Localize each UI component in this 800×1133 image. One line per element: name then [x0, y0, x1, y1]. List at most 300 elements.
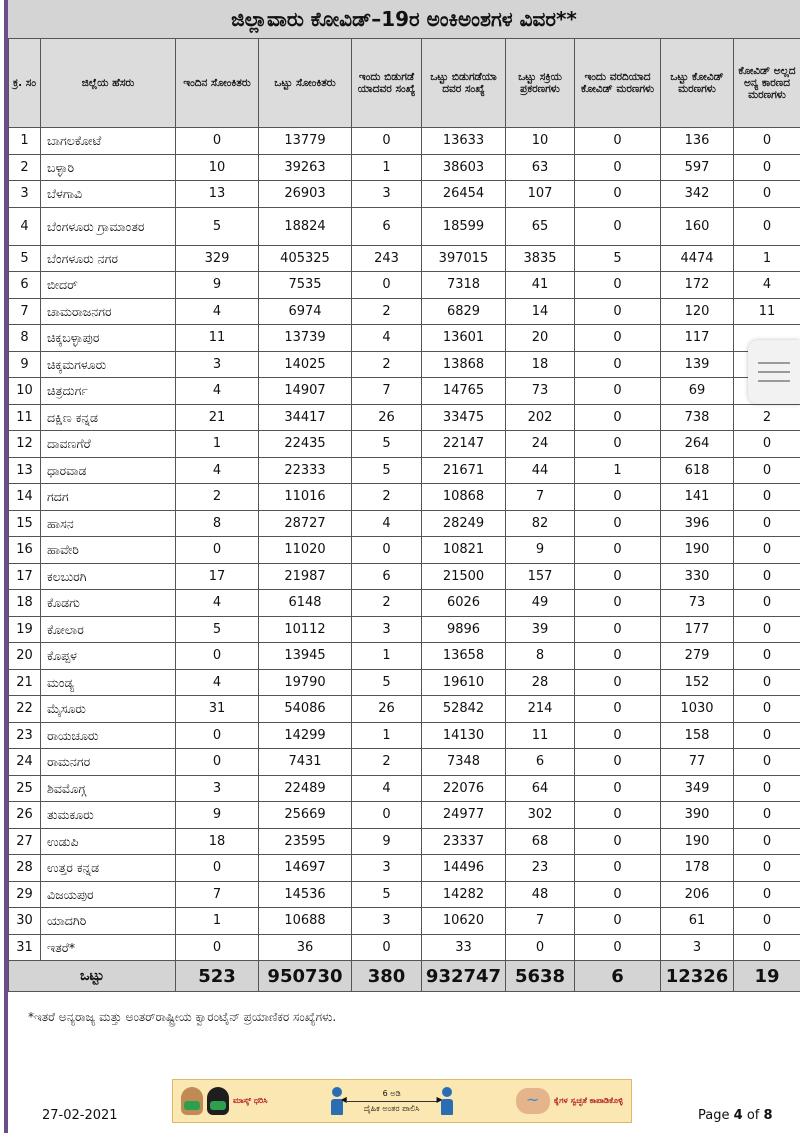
cell-district: ರಾಯಚೂರು: [41, 722, 176, 749]
page-current: 4: [733, 1108, 743, 1123]
cell-active-cases: 64: [506, 775, 575, 802]
cell-district: ಕೋಲಾರ: [41, 616, 176, 643]
cell-serial: 23: [9, 722, 41, 749]
cell-district: ಹಾವೇರಿ: [41, 537, 176, 564]
cell-district: ಚಿಕ್ಕಮಗಳೂರು: [41, 351, 176, 378]
cell-total-infected: 14907: [259, 378, 352, 405]
cell-district: ಮೈಸೂರು: [41, 696, 176, 723]
table-row: [9, 245, 800, 272]
cell-today-infected: 3: [176, 775, 259, 802]
cell-total-discharged: 14130: [422, 722, 506, 749]
cell-today-discharged: 3: [352, 908, 422, 935]
table-row: [9, 722, 800, 749]
cell-total-discharged: 6026: [422, 590, 506, 617]
cell-serial: 9: [9, 351, 41, 378]
cell-total-infected: 13739: [259, 325, 352, 352]
cell-today-infected: 2: [176, 484, 259, 511]
cell-serial: 12: [9, 431, 41, 458]
cell-district: ರಾಮನಗರ: [41, 749, 176, 776]
col-header-today-discharged: ಇಂದು ಬಿಡುಗಡೆ ಯಾದವರ ಸಂಖ್ಯೆ: [352, 39, 422, 128]
cell-total-deaths: 3: [661, 934, 734, 961]
cell-total-deaths: 738: [661, 404, 734, 431]
table-row: [9, 510, 800, 537]
cell-district: ಗದಗ: [41, 484, 176, 511]
cell-today-discharged: 6: [352, 207, 422, 245]
cell-total-discharged: 10821: [422, 537, 506, 564]
cell-active-cases: 0: [506, 934, 575, 961]
cell-district: ತುಮಕೂರು: [41, 802, 176, 829]
cell-today-discharged: 6: [352, 563, 422, 590]
cell-today-discharged: 5: [352, 457, 422, 484]
cell-serial: 17: [9, 563, 41, 590]
cell-serial: 7: [9, 298, 41, 325]
cell-today-infected: 4: [176, 298, 259, 325]
total-label: ಒಟ್ಟು: [9, 961, 176, 992]
cell-today-deaths: 0: [575, 510, 661, 537]
cell-today-infected: 31: [176, 696, 259, 723]
cell-active-cases: 23: [506, 855, 575, 882]
cell-serial: 5: [9, 245, 41, 272]
cell-non-covid-deaths: 0: [734, 908, 800, 935]
cell-total-discharged: 28249: [422, 510, 506, 537]
cell-total-discharged: 10868: [422, 484, 506, 511]
cell-serial: 29: [9, 881, 41, 908]
cell-total-infected: 18824: [259, 207, 352, 245]
cell-total-deaths: 396: [661, 510, 734, 537]
table-row: [9, 484, 800, 511]
cell-serial: 26: [9, 802, 41, 829]
table-row: [9, 298, 800, 325]
cell-today-infected: 0: [176, 749, 259, 776]
cell-total-infected: 22435: [259, 431, 352, 458]
cell-total-deaths: 279: [661, 643, 734, 670]
col-header-district: ಜಿಲ್ಲೆಯ ಹೆಸರು: [41, 39, 176, 128]
cell-total-discharged: 14765: [422, 378, 506, 405]
cell-total-discharged: 23337: [422, 828, 506, 855]
menu-line: [758, 380, 790, 382]
cell-today-infected: 4: [176, 378, 259, 405]
cell-today-infected: 7: [176, 881, 259, 908]
cell-serial: 15: [9, 510, 41, 537]
cell-today-deaths: 0: [575, 722, 661, 749]
cell-total-infected: 14697: [259, 855, 352, 882]
cell-active-cases: 44: [506, 457, 575, 484]
cell-district: ದಾವಣಗೆರೆ: [41, 431, 176, 458]
page-indicator: [698, 1108, 773, 1123]
cell-today-deaths: 0: [575, 298, 661, 325]
cell-today-infected: 0: [176, 722, 259, 749]
cell-non-covid-deaths: 0: [734, 696, 800, 723]
cell-today-discharged: 0: [352, 272, 422, 299]
cell-total-discharged: 7318: [422, 272, 506, 299]
cell-total-discharged: 13601: [422, 325, 506, 352]
cell-today-discharged: 3: [352, 616, 422, 643]
cell-today-deaths: 0: [575, 775, 661, 802]
menu-line: [758, 362, 790, 364]
double-arrow-icon: [347, 1101, 437, 1102]
cell-total-deaths: 172: [661, 272, 734, 299]
cell-serial: 13: [9, 457, 41, 484]
cell-active-cases: 7: [506, 908, 575, 935]
cell-total-infected: 19790: [259, 669, 352, 696]
cell-total-discharged: 13868: [422, 351, 506, 378]
cell-active-cases: 41: [506, 272, 575, 299]
cell-today-discharged: 5: [352, 881, 422, 908]
cell-non-covid-deaths: 0: [734, 207, 800, 245]
cell-today-discharged: 4: [352, 325, 422, 352]
scroll-handle-menu-icon[interactable]: [748, 340, 800, 404]
cell-non-covid-deaths: 0: [734, 457, 800, 484]
cell-non-covid-deaths: 0: [734, 616, 800, 643]
cell-total-discharged: 13633: [422, 128, 506, 155]
total-today-deaths: 6: [575, 961, 661, 992]
total-non-covid-deaths: 19: [734, 961, 800, 992]
cell-total-deaths: 190: [661, 537, 734, 564]
cell-total-infected: 7535: [259, 272, 352, 299]
table-row: [9, 325, 800, 352]
cell-district: ಕೊಪ್ಪಳ: [41, 643, 176, 670]
cell-today-discharged: 26: [352, 404, 422, 431]
cell-today-discharged: 0: [352, 934, 422, 961]
hands-label: ಕೈಗಳ ಸ್ವಚ್ಛತೆ ಕಾಪಾಡಿಕೊಳ್ಳಿ: [553, 1096, 623, 1105]
cell-non-covid-deaths: 0: [734, 181, 800, 208]
cell-total-infected: 13945: [259, 643, 352, 670]
cell-today-deaths: 0: [575, 272, 661, 299]
cell-total-deaths: 618: [661, 457, 734, 484]
cell-serial: 1: [9, 128, 41, 155]
cell-non-covid-deaths: 0: [734, 934, 800, 961]
cell-today-deaths: 0: [575, 181, 661, 208]
menu-line: [758, 371, 790, 373]
cell-today-discharged: 2: [352, 484, 422, 511]
cell-serial: 18: [9, 590, 41, 617]
cell-active-cases: 28: [506, 669, 575, 696]
cell-today-discharged: 1: [352, 722, 422, 749]
cell-today-infected: 329: [176, 245, 259, 272]
footer-date: 27-02-2021: [42, 1108, 118, 1123]
table-row: [9, 404, 800, 431]
cell-active-cases: 10: [506, 128, 575, 155]
cell-non-covid-deaths: 0: [734, 154, 800, 181]
cell-active-cases: 302: [506, 802, 575, 829]
cell-total-infected: 11016: [259, 484, 352, 511]
cell-total-discharged: 14282: [422, 881, 506, 908]
cell-today-infected: 0: [176, 643, 259, 670]
cell-district: ಬಳ್ಳಾರಿ: [41, 154, 176, 181]
cell-total-deaths: 330: [661, 563, 734, 590]
cell-non-covid-deaths: 11: [734, 298, 800, 325]
table-row: [9, 351, 800, 378]
cell-district: ಯಾದಗಿರಿ: [41, 908, 176, 935]
cell-district: ವಿಜಯಪುರ: [41, 881, 176, 908]
cell-non-covid-deaths: 0: [734, 563, 800, 590]
cell-total-infected: 21987: [259, 563, 352, 590]
cell-total-deaths: 158: [661, 722, 734, 749]
cell-total-infected: 7431: [259, 749, 352, 776]
cell-today-infected: 1: [176, 908, 259, 935]
cell-non-covid-deaths: 0: [734, 669, 800, 696]
cell-total-infected: 405325: [259, 245, 352, 272]
cell-total-deaths: 160: [661, 207, 734, 245]
distance-value: 6 ಅಡಿ: [382, 1088, 401, 1098]
table-row: [9, 272, 800, 299]
cell-serial: 3: [9, 181, 41, 208]
cell-total-deaths: 117: [661, 325, 734, 352]
hands-group: [516, 1088, 623, 1114]
cell-active-cases: 49: [506, 590, 575, 617]
table-row: [9, 669, 800, 696]
cell-non-covid-deaths: 0: [734, 855, 800, 882]
cell-today-discharged: 2: [352, 298, 422, 325]
cell-today-infected: 4: [176, 590, 259, 617]
cell-non-covid-deaths: 0: [734, 590, 800, 617]
cell-today-infected: 0: [176, 855, 259, 882]
cell-total-deaths: 177: [661, 616, 734, 643]
mask-group: [181, 1087, 267, 1115]
cell-serial: 25: [9, 775, 41, 802]
cell-today-discharged: 0: [352, 802, 422, 829]
cell-serial: 10: [9, 378, 41, 405]
table-row: [9, 378, 800, 405]
cell-active-cases: 214: [506, 696, 575, 723]
table-body: [9, 128, 800, 961]
cell-today-discharged: 1: [352, 154, 422, 181]
cell-active-cases: 24: [506, 431, 575, 458]
cell-total-infected: 6974: [259, 298, 352, 325]
cell-total-infected: 39263: [259, 154, 352, 181]
cell-total-deaths: 1030: [661, 696, 734, 723]
cell-today-infected: 4: [176, 457, 259, 484]
page-of: of: [746, 1108, 760, 1123]
cell-serial: 2: [9, 154, 41, 181]
cell-total-discharged: 18599: [422, 207, 506, 245]
cell-today-discharged: 2: [352, 351, 422, 378]
distance-label: ದೈಹಿಕ ಅಂತರ ಪಾಲಿಸಿ: [363, 1103, 420, 1113]
cell-total-infected: 26903: [259, 181, 352, 208]
person-icon: [441, 1087, 453, 1115]
cell-total-discharged: 13658: [422, 643, 506, 670]
cell-total-deaths: 178: [661, 855, 734, 882]
cell-total-deaths: 77: [661, 749, 734, 776]
total-deaths: 12326: [661, 961, 734, 992]
col-header-today-deaths: ಇಂದು ವರದಿಯಾದ ಕೋವಿಡ್ ಮರಣಗಳು: [575, 39, 661, 128]
cell-today-deaths: 0: [575, 616, 661, 643]
cell-today-infected: 0: [176, 537, 259, 564]
cell-total-discharged: 14496: [422, 855, 506, 882]
cell-total-infected: 36: [259, 934, 352, 961]
cell-today-discharged: 4: [352, 510, 422, 537]
cell-total-discharged: 397015: [422, 245, 506, 272]
cell-today-infected: 10: [176, 154, 259, 181]
cell-active-cases: 6: [506, 749, 575, 776]
cell-serial: 11: [9, 404, 41, 431]
cell-total-discharged: 19610: [422, 669, 506, 696]
cell-total-deaths: 190: [661, 828, 734, 855]
cell-today-deaths: 0: [575, 128, 661, 155]
cell-today-deaths: 0: [575, 484, 661, 511]
cell-total-deaths: 206: [661, 881, 734, 908]
cell-serial: 31: [9, 934, 41, 961]
table-row: [9, 908, 800, 935]
distance-indicator: [347, 1089, 437, 1114]
table-row: [9, 590, 800, 617]
cell-total-infected: 13779: [259, 128, 352, 155]
cell-total-deaths: 597: [661, 154, 734, 181]
cell-today-deaths: 0: [575, 431, 661, 458]
cell-today-discharged: 2: [352, 590, 422, 617]
cell-today-infected: 4: [176, 669, 259, 696]
cell-district: ದಕ್ಷಿಣ ಕನ್ನಡ: [41, 404, 176, 431]
cell-district: ಉತ್ತರ ಕನ್ನಡ: [41, 855, 176, 882]
cell-active-cases: 202: [506, 404, 575, 431]
cell-serial: 16: [9, 537, 41, 564]
cell-today-infected: 8: [176, 510, 259, 537]
cell-active-cases: 11: [506, 722, 575, 749]
total-today-discharged: 380: [352, 961, 422, 992]
cell-serial: 24: [9, 749, 41, 776]
total-discharged: 932747: [422, 961, 506, 992]
cell-today-deaths: 0: [575, 590, 661, 617]
total-row: [9, 961, 800, 992]
cell-today-discharged: 243: [352, 245, 422, 272]
table-header: [9, 39, 800, 128]
cell-district: ಮಂಡ್ಯ: [41, 669, 176, 696]
cell-district: ಧಾರವಾಡ: [41, 457, 176, 484]
cell-today-infected: 17: [176, 563, 259, 590]
cell-non-covid-deaths: 0: [734, 510, 800, 537]
cell-non-covid-deaths: 1: [734, 245, 800, 272]
cell-non-covid-deaths: 0: [734, 775, 800, 802]
cell-serial: 8: [9, 325, 41, 352]
cell-district: ಬೆಂಗಳೂರು ನಗರ: [41, 245, 176, 272]
cell-today-deaths: 0: [575, 378, 661, 405]
cell-non-covid-deaths: 0: [734, 828, 800, 855]
footnote: *ಇತರೆ ಅನ್ಯರಾಜ್ಯ ಮತ್ತು ಅಂತರ್‌ರಾಷ್ಟ್ರೀಯ ಕ್ವಾರಂಟೈನ್ ಪ್ರಯಾಣಿಕರ ಸಂಖ್ಯೆಗಳು.: [28, 1010, 337, 1024]
col-header-total-infected: ಒಟ್ಟು ಸೋಂಕಿತರು: [259, 39, 352, 128]
cell-today-infected: 9: [176, 802, 259, 829]
cell-serial: 28: [9, 855, 41, 882]
cell-total-discharged: 6829: [422, 298, 506, 325]
table-row: [9, 207, 800, 245]
cell-district: ಕೊಡಗು: [41, 590, 176, 617]
cell-active-cases: 63: [506, 154, 575, 181]
cell-non-covid-deaths: 0: [734, 722, 800, 749]
cell-today-infected: 3: [176, 351, 259, 378]
cell-today-infected: 0: [176, 128, 259, 155]
col-header-active-cases: ಒಟ್ಟು ಸಕ್ರಿಯ ಪ್ರಕರಣಗಳು: [506, 39, 575, 128]
cell-today-infected: 21: [176, 404, 259, 431]
cell-district: ಬಾಗಲಕೋಟೆ: [41, 128, 176, 155]
masked-face-icon: [207, 1087, 229, 1115]
cell-active-cases: 14: [506, 298, 575, 325]
cell-today-deaths: 0: [575, 934, 661, 961]
cell-today-infected: 13: [176, 181, 259, 208]
cell-today-discharged: 5: [352, 431, 422, 458]
cell-total-deaths: 69: [661, 378, 734, 405]
page-total: 8: [763, 1108, 773, 1123]
cell-serial: 27: [9, 828, 41, 855]
cell-district: ಶಿವಮೊಗ್ಗ: [41, 775, 176, 802]
col-header-today-infected: ಇಂದಿನ ಸೋಂಕಿತರು: [176, 39, 259, 128]
cell-today-infected: 18: [176, 828, 259, 855]
table-row: [9, 696, 800, 723]
table-row: [9, 616, 800, 643]
cell-today-discharged: 26: [352, 696, 422, 723]
cell-today-deaths: 0: [575, 669, 661, 696]
col-header-serial: ಕ್ರ. ಸಂ: [9, 39, 41, 128]
col-header-non-covid-deaths: ಕೋವಿಡ್ ಅಲ್ಲದ ಅನ್ಯ ಕಾರಣದ ಮರಣಗಳು: [734, 39, 800, 128]
cell-district: ಚಾಮರಾಜನಗರ: [41, 298, 176, 325]
cell-today-deaths: 0: [575, 881, 661, 908]
cell-total-deaths: 342: [661, 181, 734, 208]
cell-total-infected: 6148: [259, 590, 352, 617]
cell-active-cases: 18: [506, 351, 575, 378]
cell-today-deaths: 0: [575, 325, 661, 352]
cell-total-discharged: 24977: [422, 802, 506, 829]
total-today-infected: 523: [176, 961, 259, 992]
cell-total-deaths: 349: [661, 775, 734, 802]
cell-total-discharged: 33: [422, 934, 506, 961]
cell-serial: 19: [9, 616, 41, 643]
safety-banner: [172, 1079, 632, 1123]
col-header-total-discharged: ಒಟ್ಟು ಬಿಡುಗಡೆಯಾ ದವರ ಸಂಖ್ಯೆ: [422, 39, 506, 128]
cell-serial: 21: [9, 669, 41, 696]
cell-non-covid-deaths: 0: [734, 128, 800, 155]
cell-non-covid-deaths: 0: [734, 749, 800, 776]
cell-today-deaths: 0: [575, 154, 661, 181]
cell-total-deaths: 264: [661, 431, 734, 458]
cell-today-infected: 11: [176, 325, 259, 352]
cell-serial: 4: [9, 207, 41, 245]
cell-total-infected: 28727: [259, 510, 352, 537]
cell-today-discharged: 0: [352, 128, 422, 155]
table-row: [9, 181, 800, 208]
cell-active-cases: 7: [506, 484, 575, 511]
cell-today-deaths: 0: [575, 351, 661, 378]
cell-today-deaths: 0: [575, 643, 661, 670]
cell-total-discharged: 10620: [422, 908, 506, 935]
table-row: [9, 128, 800, 155]
page-prefix: Page: [698, 1108, 730, 1123]
cell-active-cases: 68: [506, 828, 575, 855]
table-row: [9, 154, 800, 181]
page-title: ಜಿಲ್ಲಾವಾರು ಕೋವಿಡ್‌–19ರ ಅಂಕಿಅಂಶಗಳ ವಿವರ**: [8, 0, 800, 39]
cell-active-cases: 65: [506, 207, 575, 245]
cell-active-cases: 39: [506, 616, 575, 643]
cell-non-covid-deaths: 2: [734, 404, 800, 431]
cell-district: ಕಲಬುರಗಿ: [41, 563, 176, 590]
cell-total-deaths: 73: [661, 590, 734, 617]
cell-today-discharged: 7: [352, 378, 422, 405]
cell-serial: 22: [9, 696, 41, 723]
cell-district: ಹಾಸನ: [41, 510, 176, 537]
cell-serial: 20: [9, 643, 41, 670]
cell-today-deaths: 0: [575, 802, 661, 829]
cell-today-deaths: 0: [575, 828, 661, 855]
hand-wash-icon: [516, 1088, 550, 1114]
cell-today-deaths: 0: [575, 537, 661, 564]
cell-total-discharged: 22147: [422, 431, 506, 458]
cell-today-deaths: 0: [575, 207, 661, 245]
cell-today-deaths: 0: [575, 404, 661, 431]
cell-district: ಉಡುಪಿ: [41, 828, 176, 855]
cell-total-discharged: 21671: [422, 457, 506, 484]
table-row: [9, 457, 800, 484]
cell-total-infected: 22333: [259, 457, 352, 484]
cell-district: ಬೆಂಗಳೂರು ಗ್ರಾಮಾಂತರ: [41, 207, 176, 245]
table-row: [9, 802, 800, 829]
cell-today-infected: 5: [176, 207, 259, 245]
